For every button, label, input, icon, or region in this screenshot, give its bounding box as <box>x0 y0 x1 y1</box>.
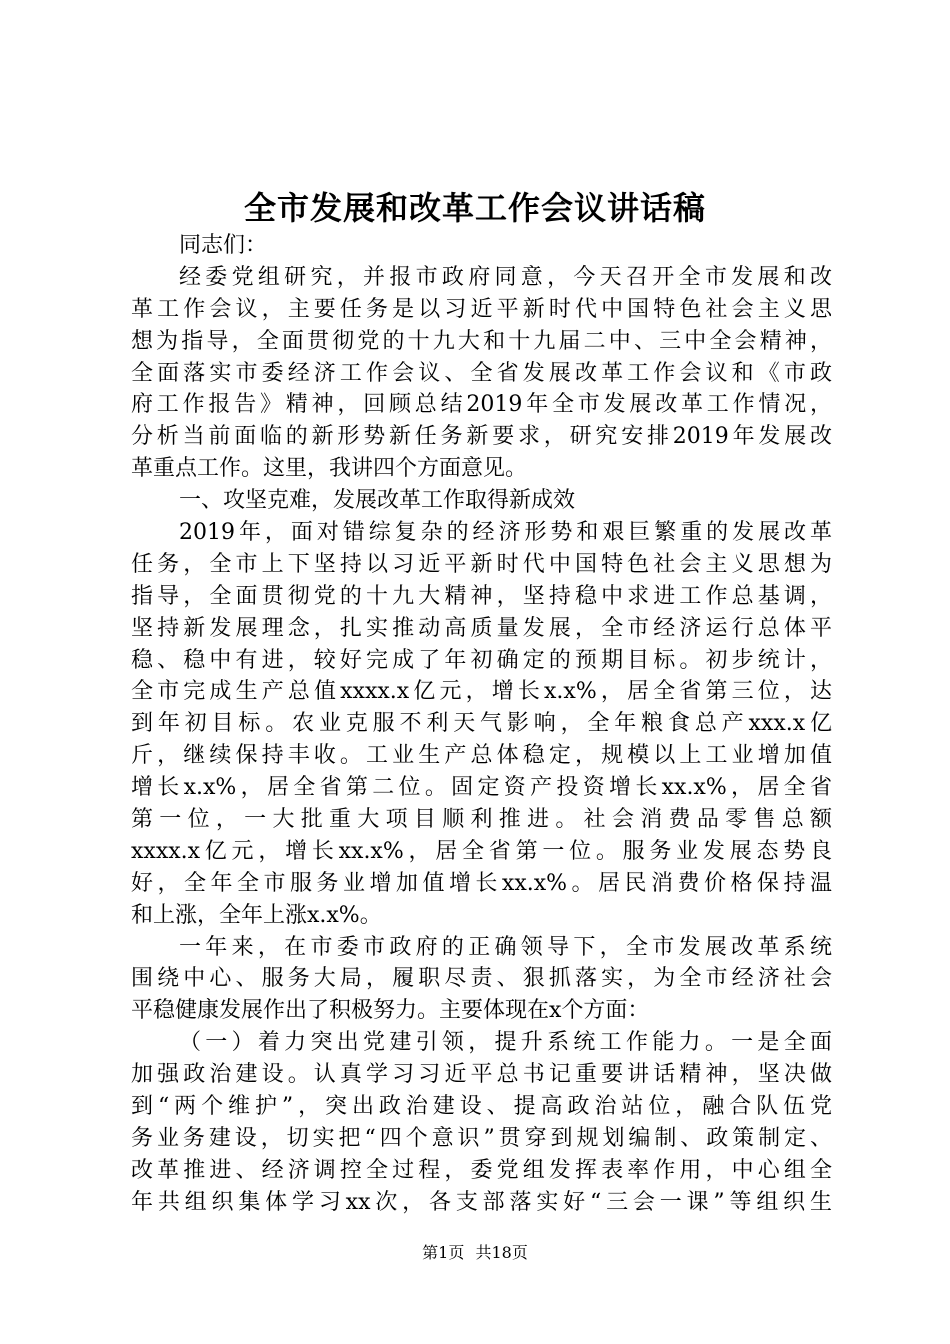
text-line: 任务，全市上下坚持以习近平新时代中国特色社会主义思想为 <box>131 551 832 577</box>
text-line: 加强政治建设。认真学习习近平总书记重要讲话精神，坚决做 <box>131 1062 832 1088</box>
text-line: 斤，继续保持丰收。工业生产总体稳定，规模以上工业增加值 <box>131 743 832 769</box>
text-line: 第一位，一大批重大项目顺利推进。社会消费品零售总额 <box>131 807 832 833</box>
text-line: （一）着力突出党建引领，提升系统工作能力。一是全面 <box>179 1030 832 1056</box>
text-line: 府工作报告》精神，回顾总结2019年全市发展改革工作情况， <box>131 392 832 418</box>
text-line: xxxx.x亿元，增长xx.x%，居全省第一位。服务业发展态势良 <box>131 838 832 864</box>
text-line: 想为指导，全面贯彻党的十九大和十九届二中、三中全会精神， <box>131 328 832 354</box>
text-line: 指导，全面贯彻党的十九大精神，坚持稳中求进工作总基调， <box>131 583 832 609</box>
text-line: 全面落实市委经济工作会议、全省发展改革工作会议和《市政 <box>131 360 832 386</box>
text-line: 好，全年全市服务业增加值增长xx.x%。居民消费价格保持温 <box>131 870 832 896</box>
text-line: 和上涨，全年上涨x.x%。 <box>131 902 382 928</box>
page-number: 第1页 <box>422 1243 465 1262</box>
document-body <box>131 230 832 1219</box>
text-line: 务业务建设，切实把“四个意识”贯穿到规划编制、政策制定、 <box>131 1125 832 1151</box>
page-total: 共18页 <box>475 1243 528 1262</box>
text-line: 改革推进、经济调控全过程，委党组发挥表率作用，中心组全 <box>131 1157 832 1183</box>
text-line: 全市完成生产总值xxxx.x亿元，增长x.x%，居全省第三位，达 <box>131 679 832 705</box>
document-title: 全市发展和改革工作会议讲话稿 <box>243 189 706 227</box>
text-line: 坚持新发展理念，扎实推动高质量发展，全市经济运行总体平 <box>131 615 832 641</box>
text-line: 分析当前面临的新形势新任务新要求，研究安排2019年发展改 <box>131 424 832 450</box>
text-line: 年共组织集体学习xx次，各支部落实好“三会一课”等组织生 <box>131 1189 832 1215</box>
text-line: 增长x.x%，居全省第二位。固定资产投资增长xx.x%，居全省 <box>131 775 832 801</box>
text-line: 革工作会议，主要任务是以习近平新时代中国特色社会主义思 <box>131 296 832 322</box>
text-line: 革重点工作。这里，我讲四个方面意见。 <box>131 456 528 482</box>
text-line: 到“两个维护”，突出政治建设、提高政治站位，融合队伍党 <box>131 1094 832 1120</box>
text-line: 围绕中心、服务大局，履职尽责、狠抓落实，为全市经济社会 <box>131 966 832 992</box>
text-line: 一、攻坚克难，发展改革工作取得新成效 <box>179 488 576 514</box>
text-line: 2019年，面对错综复杂的经济形势和艰巨繁重的发展改革 <box>179 520 832 546</box>
text-line: 同志们： <box>179 233 268 258</box>
text-line: 稳、稳中有进，较好完成了年初确定的预期目标。初步统计， <box>131 647 832 673</box>
text-line: 到年初目标。农业克服不利天气影响，全年粮食总产xxx.x亿 <box>131 711 832 737</box>
text-line: 一年来，在市委市政府的正确领导下，全市发展改革系统 <box>179 934 832 960</box>
text-line: 经委党组研究，并报市政府同意，今天召开全市发展和改 <box>179 264 832 290</box>
text-line: 平稳健康发展作出了积极努力。主要体现在x个方面： <box>131 998 650 1024</box>
page-footer <box>0 1243 950 1263</box>
